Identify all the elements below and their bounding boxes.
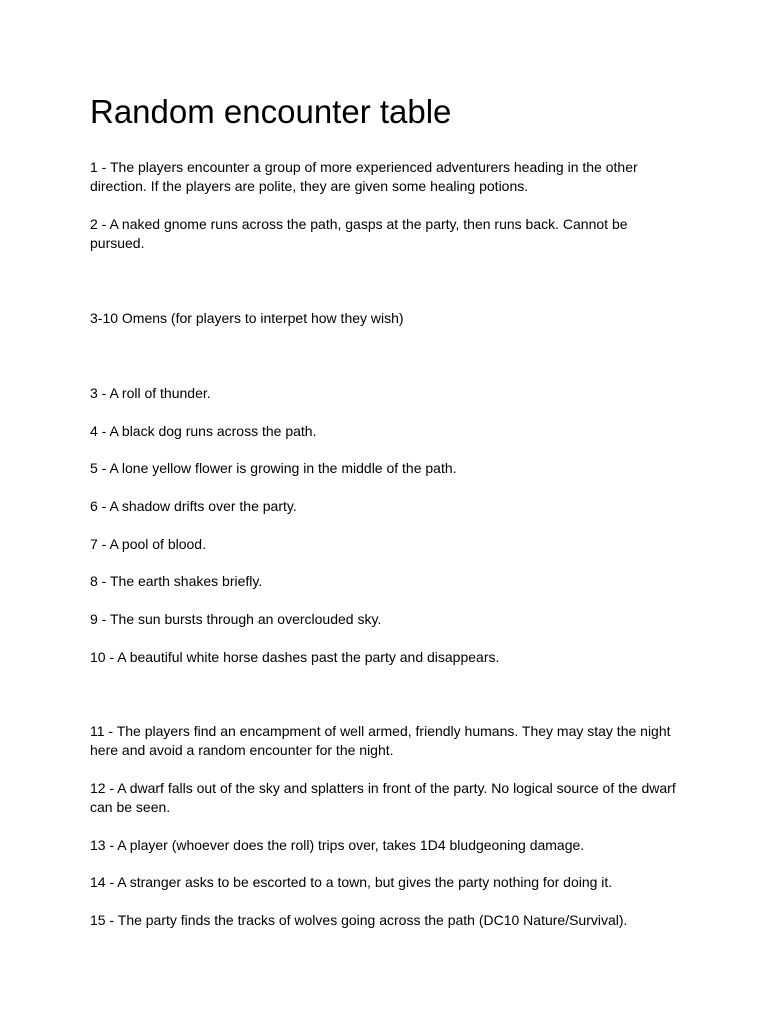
omens-heading: 3-10 Omens (for players to interpet how they wish) (90, 310, 404, 326)
encounter-6: 6 - A shadow drifts over the party. (90, 498, 297, 514)
encounter-10: 10 - A beautiful white horse dashes past the party and disappears. (90, 649, 500, 665)
encounter-9: 9 - The sun bursts through an overclouded sky. (90, 611, 382, 627)
encounter-1: 1 - The players encounter a group of more experienced adventurers heading in the other direction. If the players are polite, they are given some healing potions. (90, 159, 638, 194)
encounter-12: 12 - A dwarf falls out of the sky and splatters in front of the party. No logical source of the dwarf can be seen. (90, 780, 676, 815)
encounter-14: 14 - A stranger asks to be escorted to a town, but gives the party nothing for doing it. (90, 874, 613, 890)
encounter-2: 2 - A naked gnome runs across the path, gasps at the party, then runs back. Cannot be pursued. (90, 216, 628, 251)
encounter-7: 7 - A pool of blood. (90, 536, 206, 552)
encounter-8: 8 - The earth shakes briefly. (90, 573, 263, 589)
encounter-5: 5 - A lone yellow flower is growing in the middle of the path. (90, 460, 457, 476)
encounter-3: 3 - A roll of thunder. (90, 385, 211, 401)
encounter-11: 11 - The players find an encampment of well armed, friendly humans. They may stay the night here and avoid a random encounter for the night. (90, 723, 671, 758)
encounter-4: 4 - A black dog runs across the path. (90, 423, 317, 439)
encounter-15: 15 - The party finds the tracks of wolves going across the path (DC10 Nature/Survival). (90, 912, 628, 928)
encounter-13: 13 - A player (whoever does the roll) trips over, takes 1D4 bludgeoning damage. (90, 837, 585, 853)
document-title: Random encounter table (90, 93, 452, 130)
